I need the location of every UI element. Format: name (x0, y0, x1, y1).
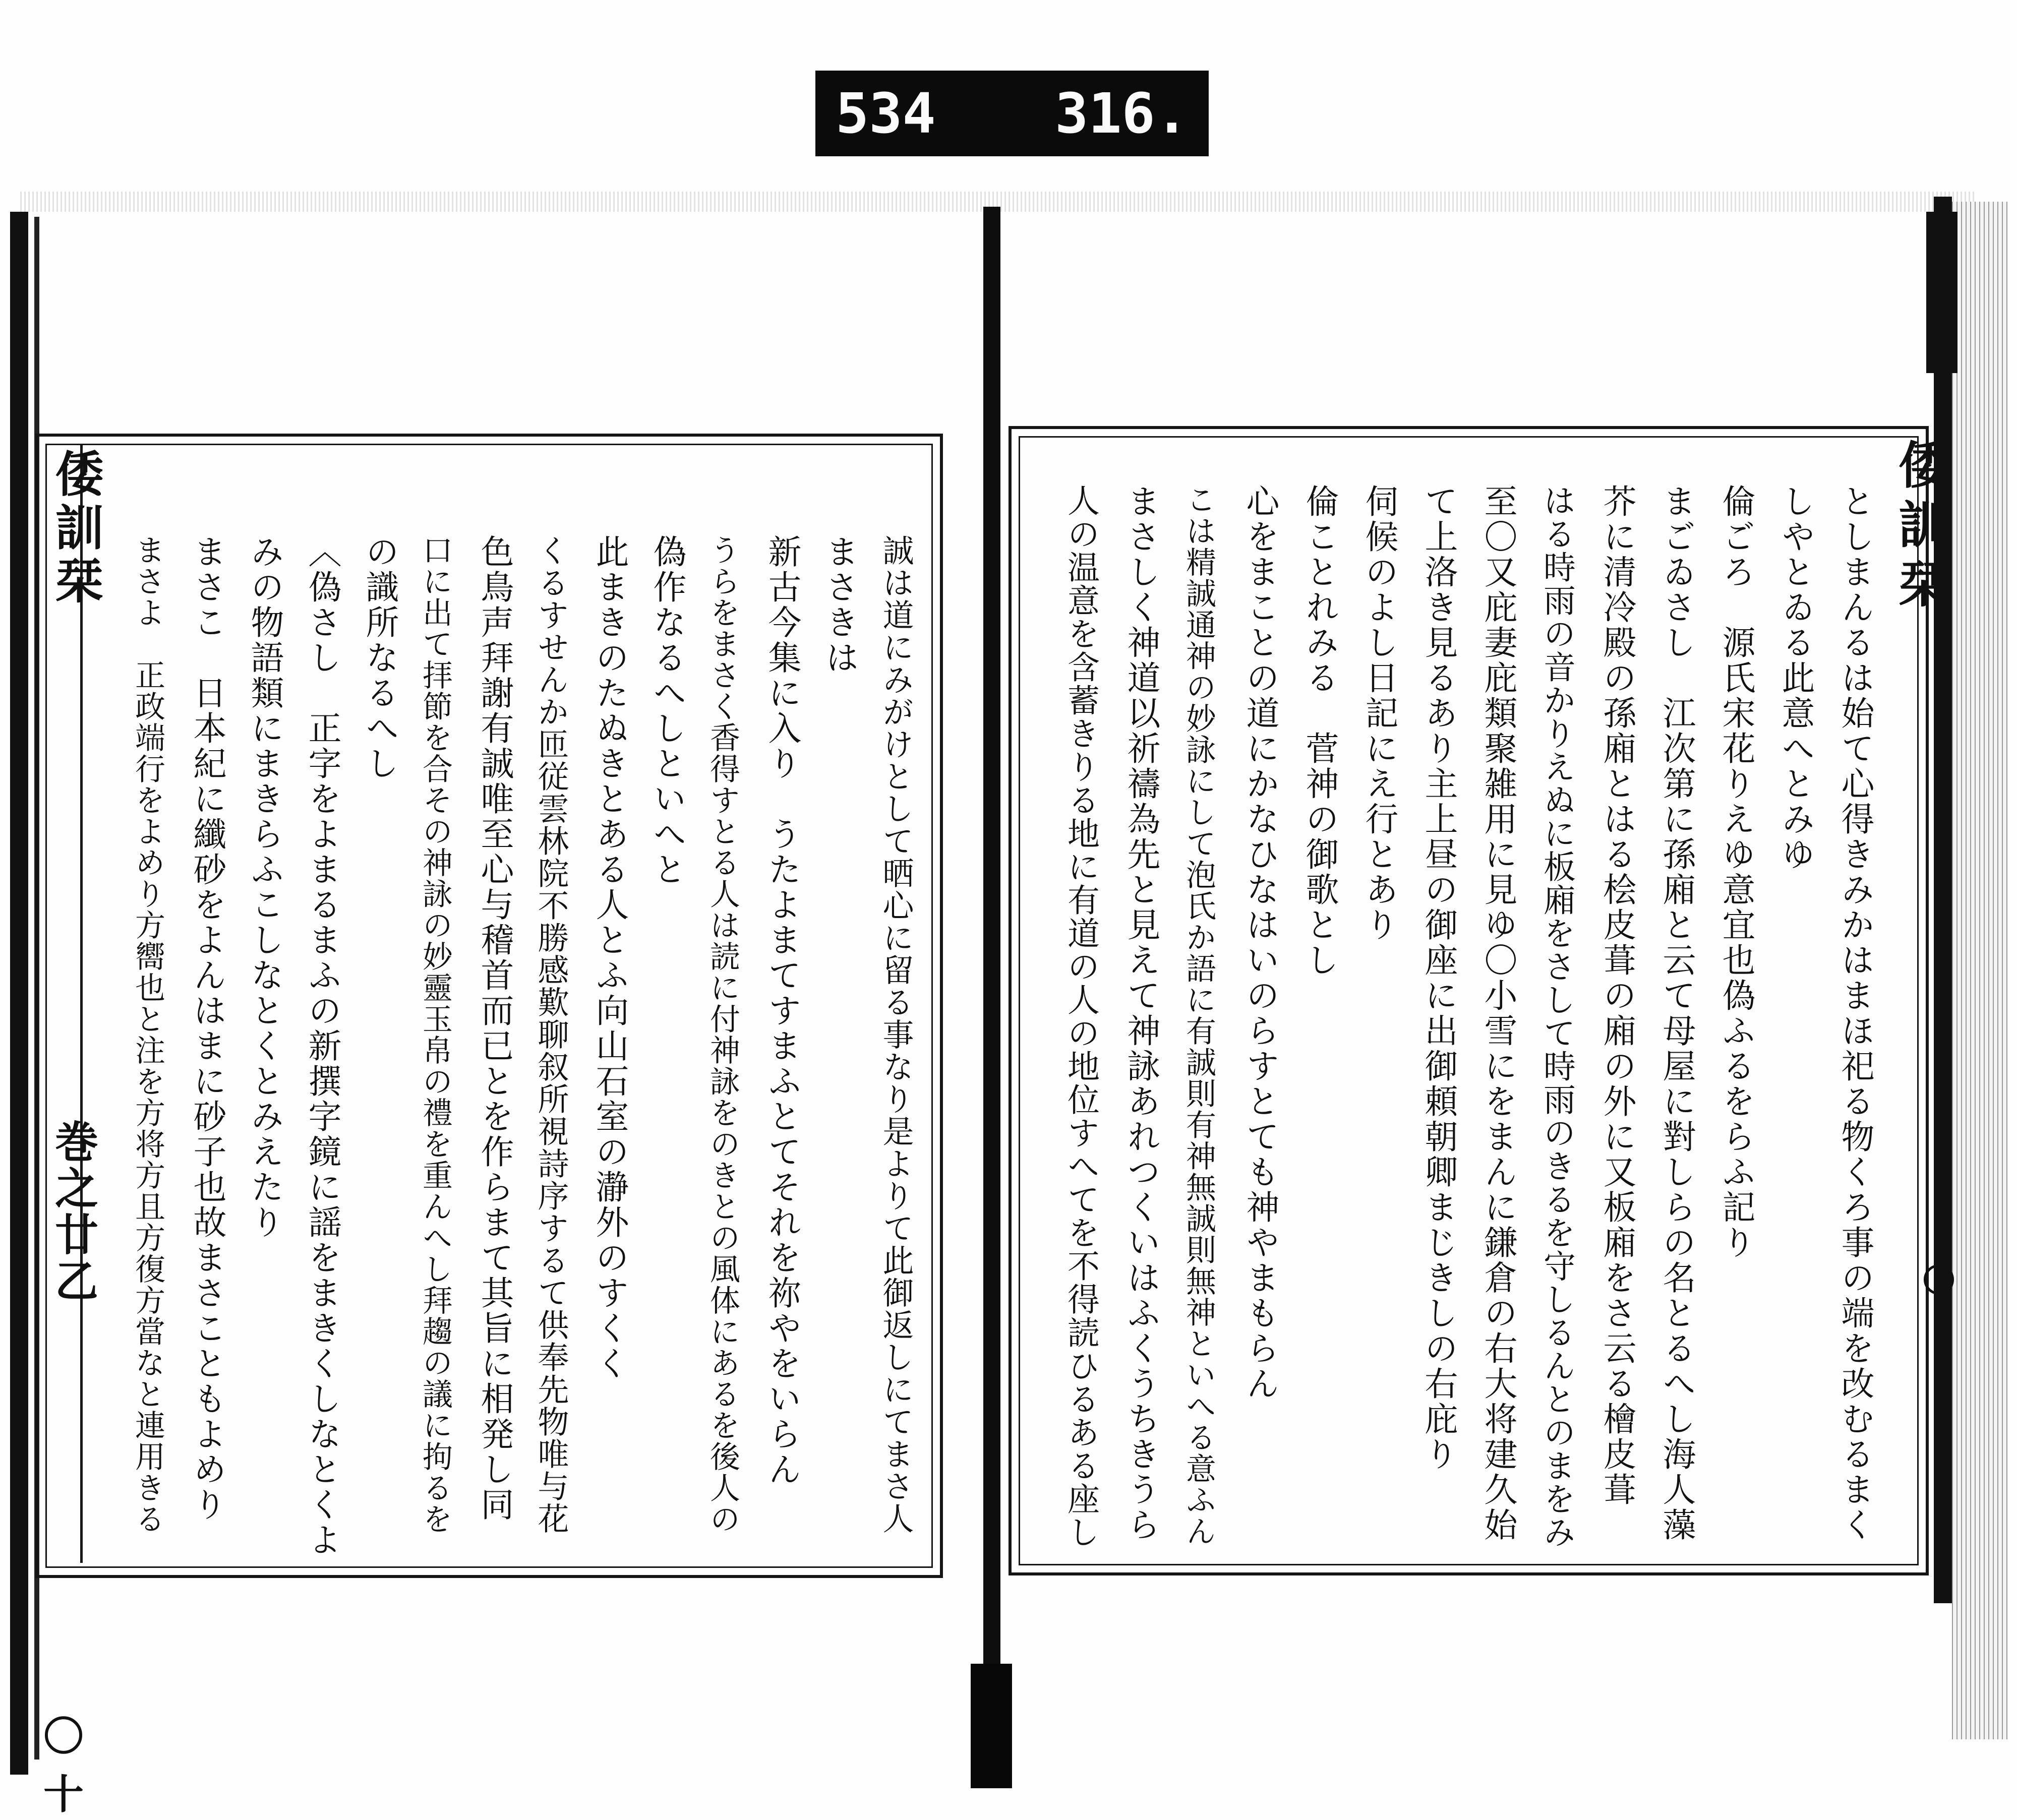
text-column: はる時雨の音かりえぬに板廂をさして時雨のきるを守しるんとのまをみ (1538, 484, 1575, 1549)
text-column: 倫ことれみる 菅神の御歌とし (1300, 484, 1339, 978)
catalog-number-left: 534 (836, 81, 936, 146)
text-column: の識所なるへし (360, 534, 399, 781)
right-header-title: 倭訓栞 (1890, 439, 1949, 617)
right-folio-mark (1924, 1260, 1954, 1304)
text-column: うらをまさく香得すとる人は読に付神詠をのきとの風体にあるを後人の (705, 534, 740, 1535)
text-column: みの物語類にまきらふこしなとくとみえたり (245, 534, 284, 1240)
text-column: まさよ 正政端行をよめり方嚮也と注を方将方且方復方當なと連用きる (130, 534, 165, 1535)
text-column: しやとゐる此意へとみゆ (1776, 484, 1815, 872)
text-column: 此まきのたぬきとある人とふ向山石室の瀞外のすくく (590, 534, 629, 1381)
text-column: こは精誠通神の妙詠にして泡氏か語に有誠則有神無誠則無神といへる意ふん (1181, 484, 1216, 1547)
book-spine (983, 207, 1000, 1788)
text-column: て上洛き見るあり主上昼の御座に出御頼朝卿まじきしの右庇り (1419, 484, 1458, 1472)
text-column: 色鳥声拜謝有誠唯至心与稽首而已とを作らまて其旨に相発し同 (475, 534, 514, 1523)
text-column: まごゐさし 江次第に孫廂と云て母屋に對しらの名とるへし海人藻 (1657, 484, 1696, 1543)
text-column: 偽作なるへしといへと (647, 534, 686, 887)
circle-mark-icon (1924, 1264, 1954, 1295)
text-column: 〈偽さし 正字をよまるまふの新撰字鏡に謡をまきくしなとくよ (303, 534, 341, 1558)
right-page-stack (1952, 202, 2007, 1739)
text-column: まさしく神道以祈禱為先と見えて神詠あれつくいはふくうちきうら (1121, 484, 1160, 1543)
text-column: 誠は道にみがけとして晒心に留る事なり是よりて此御返しにてまさ人 (877, 534, 914, 1535)
text-column: 至〇又庇妻庇類聚雑用に見ゆ〇小雪にをまんに鎌倉の右大将建久始 (1478, 484, 1517, 1543)
text-column: 新古今集に入り うたよまてすまふとてそれを祢やをいらん (762, 534, 801, 1487)
right-cover-edge (1934, 197, 1952, 1603)
left-cover-edge (10, 212, 28, 1775)
spine-foot (971, 1664, 1012, 1788)
text-column: 心をまことの道にかなひなはいのらすとても神やまもらん (1240, 484, 1279, 1402)
text-column: くるすせんか匝従雲林院不勝感歎聊叙所視詩序するて供奉先物唯与花 (532, 534, 569, 1535)
right-page-header (1883, 434, 1949, 1568)
text-column: 人の温意を含蓄きりる地に有道の人の地位すへてを不得読ひるある座し (1062, 484, 1099, 1549)
text-column: 口に出て拝節を合その神詠の妙靈玉帛の禮を重んへし拜趨の議に拘るを (418, 534, 453, 1535)
book-title: 倭訓栞 (47, 449, 104, 609)
left-margin-title (39, 444, 104, 1818)
catalog-number-right: 316. (1055, 81, 1189, 146)
catalog-label (815, 71, 1209, 156)
text-column: 倫ごろ 源氏宋花りえゆ意宜也偽ふるをらふ記り (1716, 484, 1755, 1260)
text-column: 芥に清冷殿の孫廂とはる桧皮葺の廂の外に又板廂をさ云る檜皮葺 (1597, 484, 1636, 1507)
text-column: まさきは (820, 534, 859, 676)
volume-label: 巻之廿乙 (47, 1119, 98, 1305)
text-column: 伺候のよし日記にえ行とあり (1359, 484, 1398, 943)
text-column: としまんるは始て心得きみかはまほ祀る物くろ事の端を改むるまく (1835, 484, 1874, 1543)
text-column: まさこ 日本紀に纖砂をよんはまに砂子也故まさこともよめり (188, 534, 226, 1523)
folio-number: 〇十 (43, 1713, 84, 1818)
